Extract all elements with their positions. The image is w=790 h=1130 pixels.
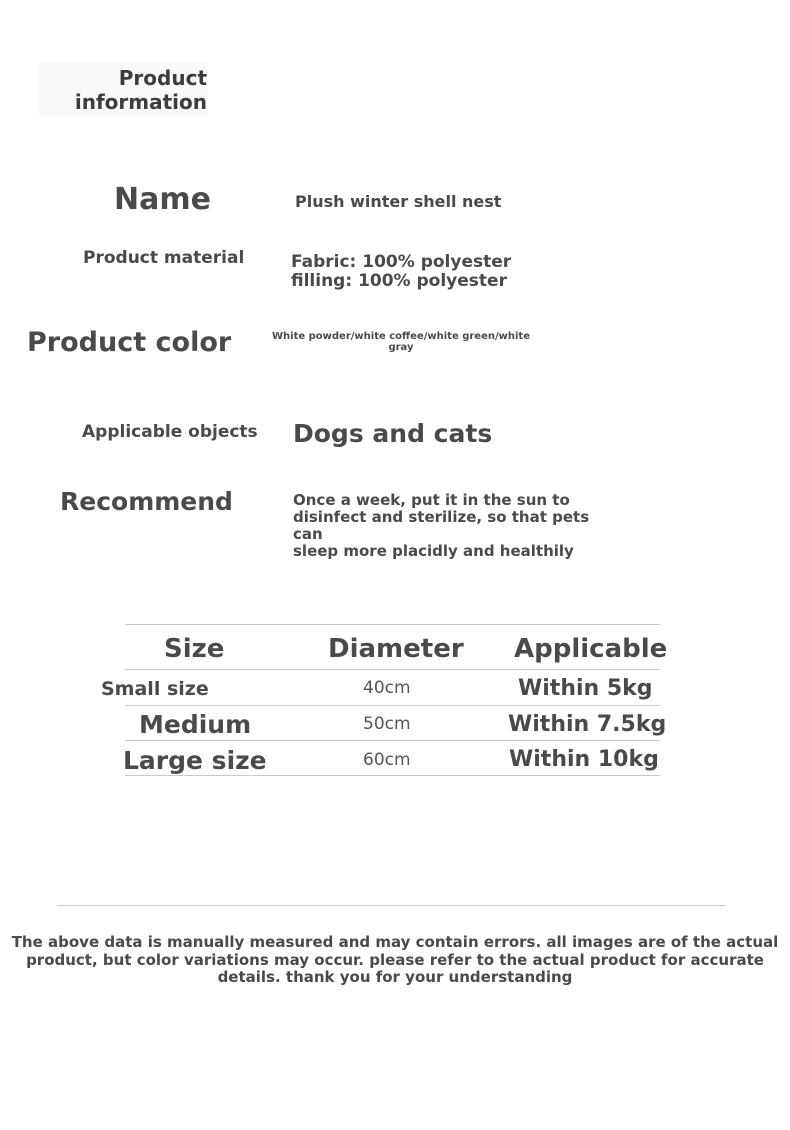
recommend-value [293,492,613,560]
name-value: Plush winter shell nest [295,192,502,211]
table-row-applicable: Within 10kg [509,747,659,772]
table-rule [125,775,660,776]
table-rule [125,669,660,670]
color-value-line2: gray [388,342,414,353]
footer-divider [57,905,725,906]
recommend-value-line1: Once a week, put it in the sun to [293,491,570,509]
material-value [291,253,511,291]
table-row-applicable: Within 5kg [518,676,653,701]
material-value-line2: filling: 100% polyester [291,271,507,291]
recommend-value-line2: disinfect and sterilize, so that pets can [293,508,590,543]
page-title-line2: information [74,90,207,114]
material-label: Product material [83,248,245,268]
disclaimer-text [10,934,780,987]
table-row-size: Small size [101,678,209,700]
table-row-diameter: 60cm [363,750,411,770]
table-row-size: Large size [123,746,267,775]
table-rule [125,705,660,706]
table-row-diameter: 50cm [363,714,411,734]
table-header-diameter: Diameter [328,634,464,664]
recommend-value-line3: sleep more placidly and healthily [293,542,574,560]
page-title-line1: Product [118,66,207,90]
disclaimer-line3: details. thank you for your understanding [217,968,573,986]
name-label: Name [114,182,211,217]
table-header-size: Size [164,634,225,664]
table-row-applicable: Within 7.5kg [508,712,667,737]
color-label: Product color [27,327,232,358]
page-title [40,66,207,114]
color-value-line1: White powder/white coffee/white green/white [272,331,530,342]
material-value-line1: Fabric: 100% polyester [291,252,512,272]
table-rule [125,624,660,625]
recommend-label: Recommend [60,487,233,516]
objects-value: Dogs and cats [293,419,493,448]
table-rule [125,740,660,741]
table-row-size: Medium [139,710,252,739]
table-header-applicable: Applicable [514,634,668,664]
disclaimer-line2: product, but color variations may occur. please refer to the actual product for accurate [26,950,764,969]
disclaimer-line1: The above data is manually measured and may contain errors. all images are of the actual [11,933,779,951]
color-value [272,331,530,353]
objects-label: Applicable objects [82,422,258,442]
table-row-diameter: 40cm [363,678,411,698]
